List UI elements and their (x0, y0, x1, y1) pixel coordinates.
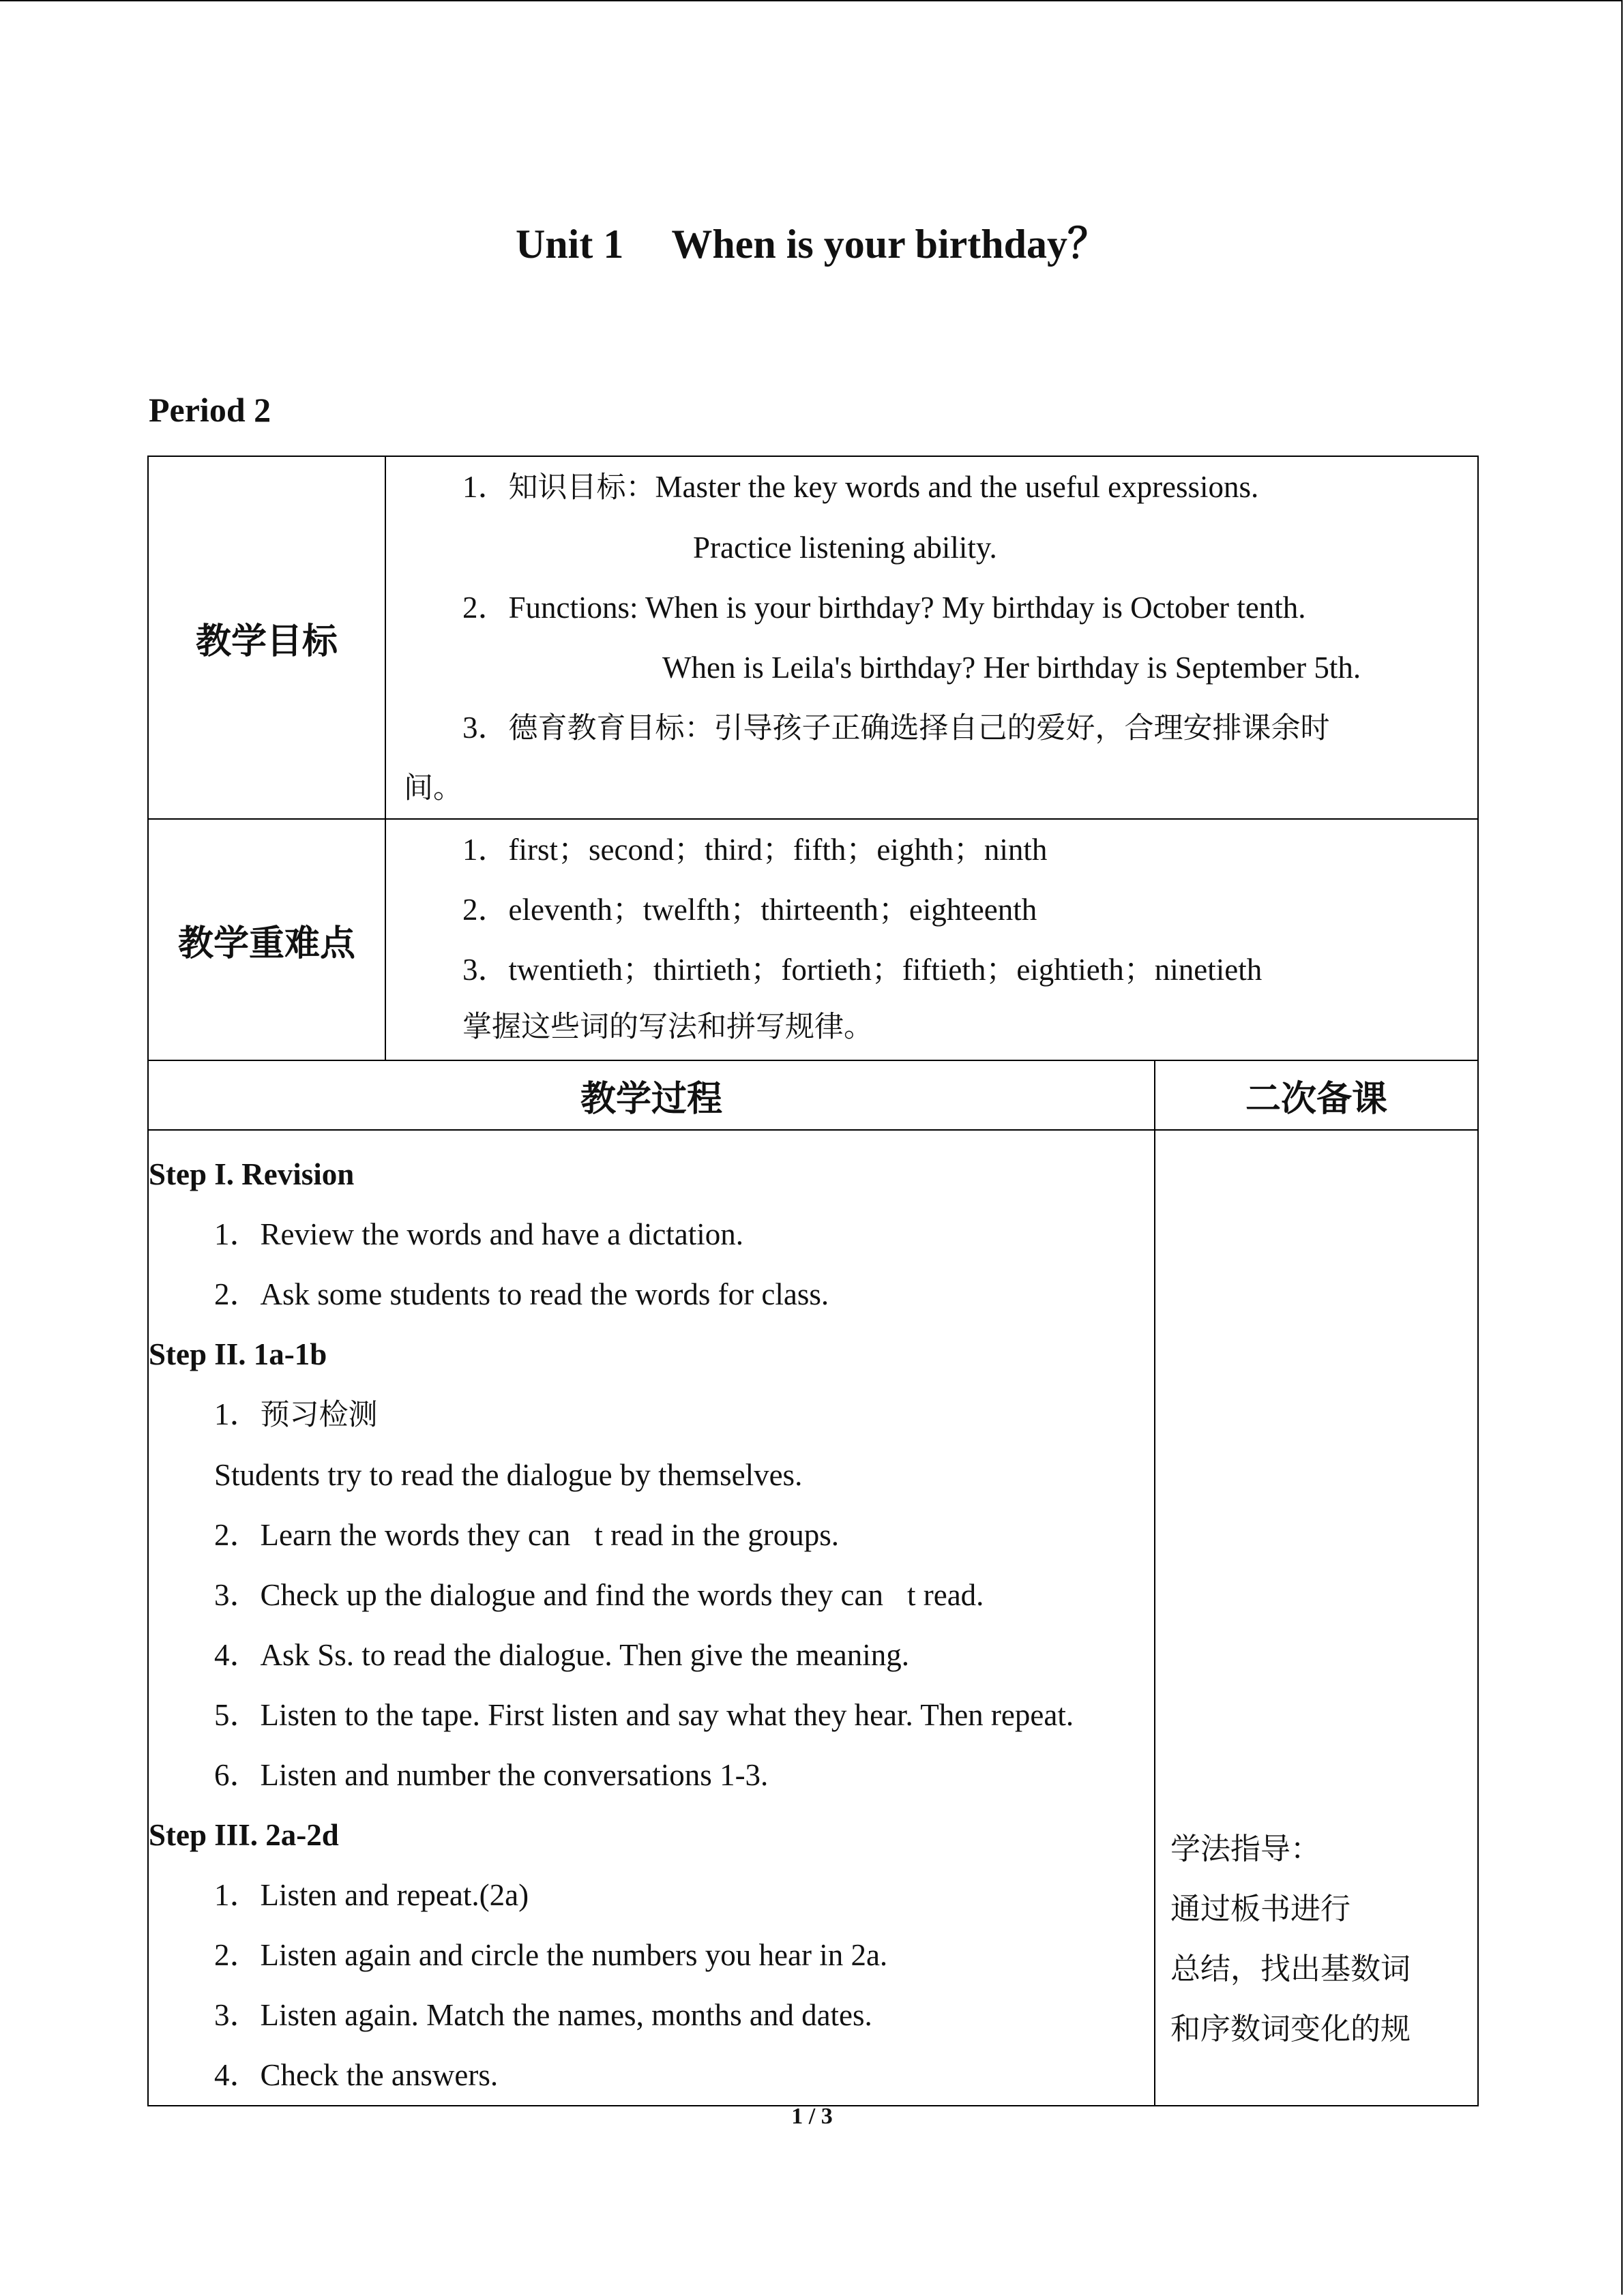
step-3-title: Step III. 2a-2d (149, 1818, 339, 1852)
process-content (148, 1130, 1155, 2106)
step-1-item: 2．Ask some students to read the words for class. (214, 1277, 829, 1311)
key-points-label: 教学重难点 (148, 819, 385, 1060)
step-2-item: 1．预习检测 (214, 1397, 378, 1432)
side-note-line: 和序数词变化的规 (1170, 2012, 1411, 2046)
key-point-3: 3．twentieth；thirtieth；fortieth；fiftieth；eightieth；ninetieth (462, 953, 1263, 987)
step-1-title: Step I. Revision (149, 1157, 355, 1191)
objectives-label: 教学目标 (148, 456, 385, 819)
objective-3-tail: 间。 (404, 771, 462, 805)
second-prep-content (1155, 1130, 1478, 2106)
step-1-item: 1．Review the words and have a dictation. (214, 1217, 744, 1251)
objective-1-cn: 知识目标： (508, 471, 655, 505)
objectives-content (385, 456, 1478, 819)
step-2-title: Step II. 1a-1b (149, 1337, 327, 1371)
period-label: Period 2 (149, 391, 271, 429)
side-note-line: 总结，找出基数词 (1170, 1952, 1411, 1986)
step-3-item: 3．Listen again. Match the names, months and dates. (214, 1998, 872, 2032)
objective-2-sub: When is Leila's birthday? Her birthday is September 5th. (662, 651, 1361, 685)
step-2-note: Students try to read the dialogue by themselves. (214, 1458, 803, 1492)
process-row (148, 1130, 1478, 2106)
side-note-heading: 学法指导： (1170, 1832, 1320, 1866)
objective-1-sub: Practice listening ability. (693, 531, 997, 565)
step-3-item: 4．Check the answers. (214, 2058, 499, 2092)
title-unit: Unit 1 (515, 222, 624, 267)
step-3-item: 1．Listen and repeat.(2a) (214, 1878, 529, 1912)
lesson-plan-table (147, 456, 1479, 2106)
page-number: 1 / 3 (791, 2104, 833, 2129)
objective-3: 3．德育教育目标：引导孩子正确选择自己的爱好，合理安排课余时 (462, 711, 1330, 745)
step-2-item: 4．Ask Ss. to read the dialogue. Then give the meaning. (214, 1638, 909, 1672)
page-title (0, 211, 1624, 270)
objective-2: 2．Functions: When is your birthday? My birthday is October tenth. (462, 591, 1306, 625)
objective-1: 1．知识目标：Master the key words and the useful expressions. (462, 470, 1259, 505)
step-3-item: 2．Listen again and circle the numbers you hear in 2a. (214, 1938, 888, 1972)
key-points-content (385, 819, 1478, 1060)
side-note-line: 通过板书进行 (1170, 1892, 1350, 1926)
step-2-item: 6．Listen and number the conversations 1-3. (214, 1758, 769, 1792)
step-2-item: 2．Learn the words they can t read in the groups. (214, 1518, 839, 1552)
step-2-item: 5．Listen to the tape. First listen and say what they hear. Then repeat. (214, 1698, 1074, 1732)
key-points-row (148, 819, 1478, 1060)
objective-1-en: Master the key words and the useful expressions. (655, 470, 1259, 504)
step-2-item: 3．Check up the dialogue and find the words they can t read. (214, 1578, 984, 1612)
title-question: When is your birthday？ (671, 222, 1109, 267)
second-prep-header: 二次备课 (1155, 1060, 1478, 1130)
process-header: 教学过程 (148, 1060, 1155, 1130)
key-point-1: 1．first；second；third；fifth；eighth；ninth (462, 833, 1048, 867)
key-point-2: 2．eleventh；twelfth；thirteenth；eighteenth (462, 893, 1037, 927)
key-point-note: 掌握这些词的写法和拼写规律。 (462, 1010, 873, 1044)
header-row (148, 1060, 1478, 1130)
objectives-row (148, 456, 1478, 819)
